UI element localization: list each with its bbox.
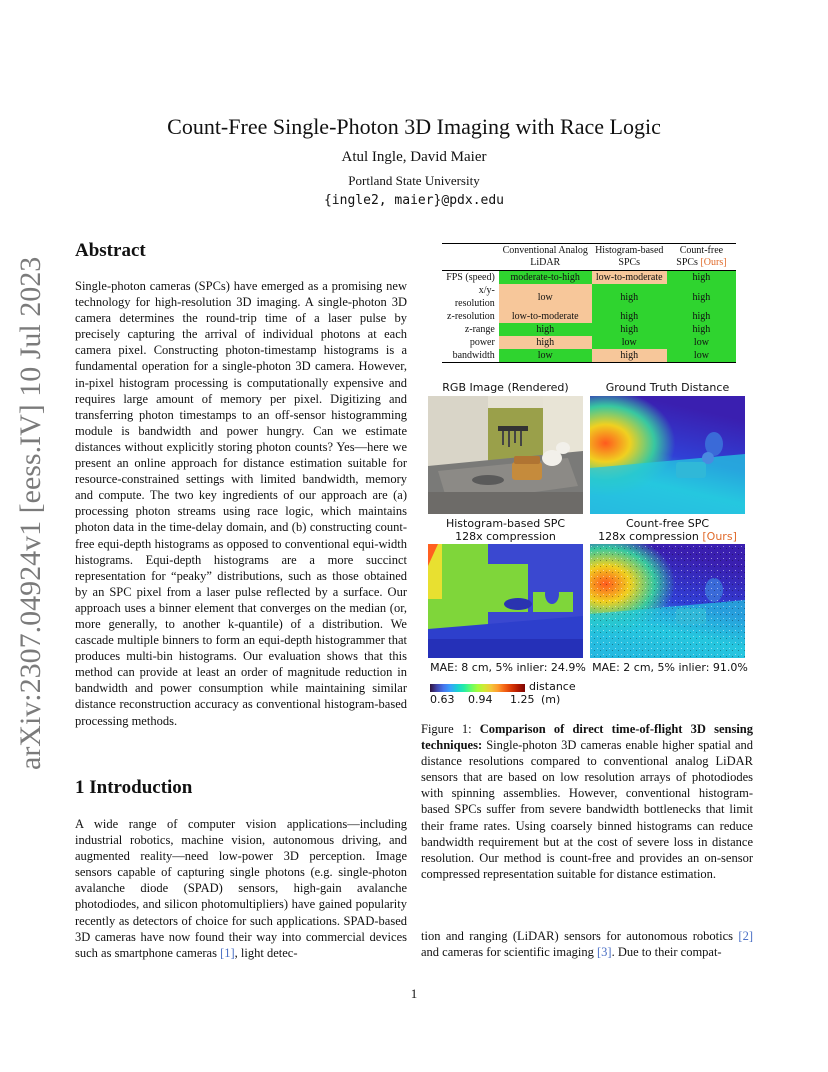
rgb-rendered-image bbox=[428, 396, 583, 514]
ours-tag: [Ours] bbox=[700, 257, 727, 268]
table-cell: high bbox=[592, 310, 667, 323]
colorbar-tick: 0.94 bbox=[468, 693, 493, 706]
caption-prefix: Figure 1: bbox=[421, 722, 480, 736]
table-cell: high bbox=[667, 310, 736, 323]
table-cell: high bbox=[499, 323, 592, 336]
ground-truth-label: Ground Truth Distance bbox=[605, 381, 730, 394]
colorbar-unit: (m) bbox=[541, 693, 561, 706]
table-row bbox=[442, 336, 736, 349]
table-row bbox=[442, 323, 736, 336]
caption-text: Single-photon 3D cameras enable higher spatial and distance resolutions compared to conventional analog LiDAR sensors that are based on low resolution arrays of photodiodes with spinning assemblies. However, conventional histogram-based SPCs suffer from severe bandwidth bottlenecks that limit their frame rates. Using coarsely binned histograms can reduce bandwidth requirement but at the cost of severe loss in distance resolution. Our method is count-free and provides an on-sensor compressed representation suitable for distance estimation. bbox=[421, 738, 753, 881]
count-free-spc-title: Count-free SPC bbox=[625, 517, 710, 530]
citation-link[interactable]: [2] bbox=[738, 929, 753, 943]
introduction-continued bbox=[421, 928, 753, 960]
page-number: 1 bbox=[410, 986, 418, 1001]
table-cell: high bbox=[667, 271, 736, 285]
table-cell: high bbox=[592, 284, 667, 310]
citation-link[interactable]: [3] bbox=[596, 945, 612, 960]
intro-text: , light detec- bbox=[234, 945, 298, 960]
histogram-spc-mae: MAE: 8 cm, 5% inlier: 24.9% bbox=[430, 661, 586, 674]
row-label: FPS (speed) bbox=[442, 271, 499, 285]
histogram-spc-compression: 128x compression bbox=[455, 530, 556, 543]
distance-colorbar bbox=[430, 684, 525, 692]
abstract-body: Single-photon cameras (SPCs) have emerged as a promising new technology for high-resolution 3D imaging. A single-photon 3D camera determines the round-trip time of a laser pulse by precisely capturing the arrival of individual photons at each camera pixel. Constructing photon-timestamp histograms is a fundamental operation for a single-photon 3D camera. However, in-pixel histogram processing is computationally expensive and requires large amount of memory per pixel. Digitizing and transferring photon timestamps to an off-sensor histogramming module is bandwidth and power hungry. Can we estimate distances without explicitly storing photon counts? Yes—here we present an online approach for distance estimation suitable for resource-constrained settings with limited bandwidth, memory and compute. The two key ingredients of our approach are (a) processing photon streams using race logic, which maintains photon data in the time-delay domain, and (b) constructing count-free equi-depth histograms as opposed to conventional equi-width histograms. Equi-depth histograms are a more succinct representation for “peaky” distributions, such as those obtained by an SPC pixel from a laser pulse reflected by a surface. Our approach uses a binner element that converges on the median (or, more generally, to another k-quantile) of a distribution. We cascade multiple binners to form an equi-depth histogrammer that produces multi-bin histograms. Our evaluation shows that this method can provide at least an order of magnitude reduction in bandwidth and power consumption while maintaining similar distance reconstruction accuracy as conventional histogram-based processing methods. bbox=[75, 279, 407, 728]
table-cell: low-to-moderate bbox=[592, 271, 667, 285]
colorbar-tick: 1.25 bbox=[510, 693, 535, 706]
abstract-heading: Abstract bbox=[75, 240, 146, 261]
table-header-text: Count-free SPCs bbox=[676, 245, 724, 268]
paper-authors: Atul Ingle, David Maier bbox=[341, 149, 487, 165]
table-cell: high bbox=[667, 284, 736, 310]
table-cell: moderate-to-high bbox=[499, 271, 592, 285]
table-cell: low bbox=[667, 349, 736, 363]
caption-bold: Comparison of direct time-of-flight 3D sensing techniques: bbox=[421, 722, 753, 753]
table-cell: low bbox=[592, 336, 667, 349]
count-free-spc-compression bbox=[590, 530, 745, 543]
count-free-spc-depth-map bbox=[590, 544, 745, 658]
colorbar-label: distance bbox=[529, 680, 576, 693]
colorbar-ticks bbox=[430, 693, 570, 706]
row-label: x/y-resolution bbox=[442, 284, 499, 310]
arxiv-identifier: arXiv:2307.04924v1 [eess.IV] 10 Jul 2023 bbox=[14, 256, 47, 770]
table-row bbox=[442, 349, 736, 363]
rgb-image-label: RGB Image (Rendered) bbox=[442, 381, 569, 394]
table-cell: low-to-moderate bbox=[499, 310, 592, 323]
histogram-spc-depth-map bbox=[428, 544, 583, 658]
arxiv-side-label bbox=[14, 256, 54, 770]
paper-affiliation: Portland State University bbox=[348, 173, 480, 188]
table-cell: high bbox=[592, 323, 667, 336]
table-cell: low bbox=[499, 284, 592, 310]
intro-text: and cameras for scientific imaging bbox=[421, 945, 597, 960]
intro-text: A wide range of computer vision applications—including industrial robotics, machine vision, autonomous driving, and augmented reality—need low-power 3D perception. Image sensors capable of capturing single photons (e.g. single-photon avalanche diode (SPAD) sensors, high-gain avalanche photodiodes, and silicon photomultipliers) have gained popularity recently as detectors of choice for such applications. SPAD-based 3D cameras have now found their way into commercial devices such as smartphone cameras bbox=[75, 817, 407, 960]
paper-title: Count-Free Single-Photon 3D Imaging with Race Logic bbox=[167, 114, 661, 139]
count-free-spc-label bbox=[590, 517, 745, 543]
table-header bbox=[667, 244, 736, 271]
table-cell: high bbox=[499, 336, 592, 349]
intro-text: . Due to their compat- bbox=[611, 945, 722, 960]
count-free-spc-mae: MAE: 2 cm, 5% inlier: 91.0% bbox=[592, 661, 748, 674]
table-row bbox=[442, 284, 736, 310]
introduction-body bbox=[75, 816, 407, 961]
table-row bbox=[442, 271, 736, 285]
colorbar-tick: 0.63 bbox=[430, 693, 455, 706]
figure-caption bbox=[421, 721, 753, 882]
histogram-spc-label bbox=[428, 517, 583, 543]
comparison-table bbox=[442, 243, 736, 363]
row-label: z-range bbox=[442, 323, 499, 336]
paper-email: {ingle2, maier}@pdx.edu bbox=[323, 193, 504, 208]
row-label: power bbox=[442, 336, 499, 349]
table-header: Histogram-based SPCs bbox=[595, 245, 664, 268]
table-header: Conventional Analog LiDAR bbox=[502, 245, 588, 268]
table-header-empty bbox=[442, 244, 499, 271]
introduction-heading: 1 Introduction bbox=[75, 777, 193, 798]
ours-tag: [Ours] bbox=[702, 530, 737, 543]
table-cell: low bbox=[667, 336, 736, 349]
table-cell: low bbox=[499, 349, 592, 363]
table-row bbox=[442, 310, 736, 323]
row-label: bandwidth bbox=[442, 349, 499, 363]
histogram-spc-title: Histogram-based SPC bbox=[445, 517, 566, 530]
intro-text: tion and ranging (LiDAR) sensors for autonomous robotics bbox=[421, 929, 739, 943]
row-label: z-resolution bbox=[442, 310, 499, 323]
table-cell: high bbox=[667, 323, 736, 336]
table-cell: high bbox=[592, 349, 667, 363]
compression-text: 128x compression bbox=[598, 530, 699, 543]
citation-link[interactable]: [1] bbox=[220, 945, 235, 960]
ground-truth-distance-map bbox=[590, 396, 745, 514]
